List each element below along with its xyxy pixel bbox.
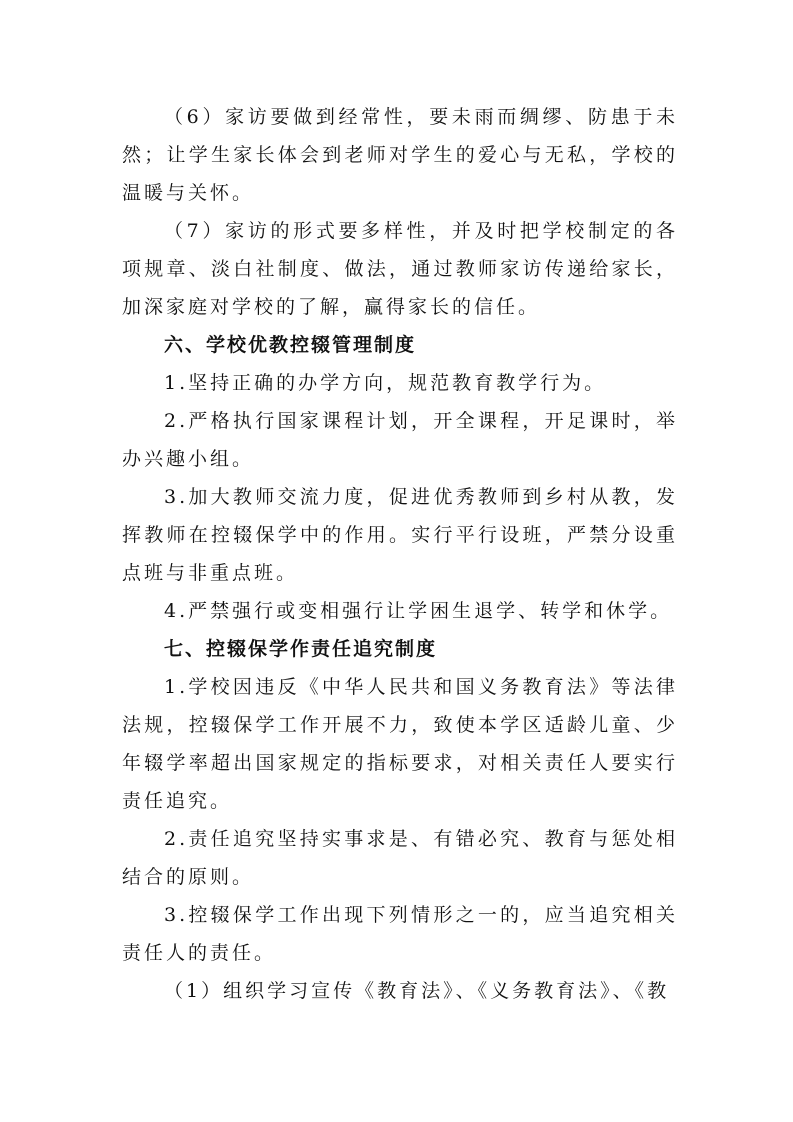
paragraph-home-visit-6: （6）家访要做到经常性，要未雨而绸缪、防患于未然；让学生家长体会到老师对学生的爱心与无私，学校的温暖与关怀。 xyxy=(122,106,678,204)
document-body xyxy=(122,98,678,1010)
section-heading-6: 六、学校优教控辍管理制度 xyxy=(164,334,417,356)
paragraph-rule-6-3: 3.加大教师交流力度，促进优秀教师到乡村从教，发挥教师在控辍保学中的作用。实行平行设班，严禁分设重点班与非重点班。 xyxy=(122,486,678,584)
paragraph-rule-6-1: 1.坚持正确的办学方向，规范教育教学行为。 xyxy=(164,372,607,394)
paragraph-rule-6-4: 4.严禁强行或变相强行让学困生退学、转学和休学。 xyxy=(164,600,673,622)
paragraph-home-visit-7: （7）家访的形式要多样性，并及时把学校制定的各项规章、淡白社制度、做法，通过教师家访传递给家长，加深家庭对学校的了解，赢得家长的信任。 xyxy=(122,220,678,318)
paragraph-rule-7-1: 1.学校因违反《中华人民共和国义务教育法》等法律法规，控辍保学工作开展不力，致使本学区适龄儿童、少年辍学率超出国家规定的指标要求，对相关责任人要实行责任追究。 xyxy=(122,676,678,812)
paragraph-rule-6-2: 2.严格执行国家课程计划，开全课程，开足课时，举办兴趣小组。 xyxy=(122,410,678,470)
paragraph-rule-7-2: 2.责任追究坚持实事求是、有错必究、教育与惩处相结合的原则。 xyxy=(122,828,678,888)
paragraph-rule-7-3-1: （1）组织学习宣传《教育法》、《义务教育法》、《教 xyxy=(164,980,670,1002)
paragraph-rule-7-3: 3.控辍保学工作出现下列情形之一的，应当追究相关责任人的责任。 xyxy=(122,904,678,964)
section-heading-7: 七、控辍保学作责任追究制度 xyxy=(164,638,438,660)
